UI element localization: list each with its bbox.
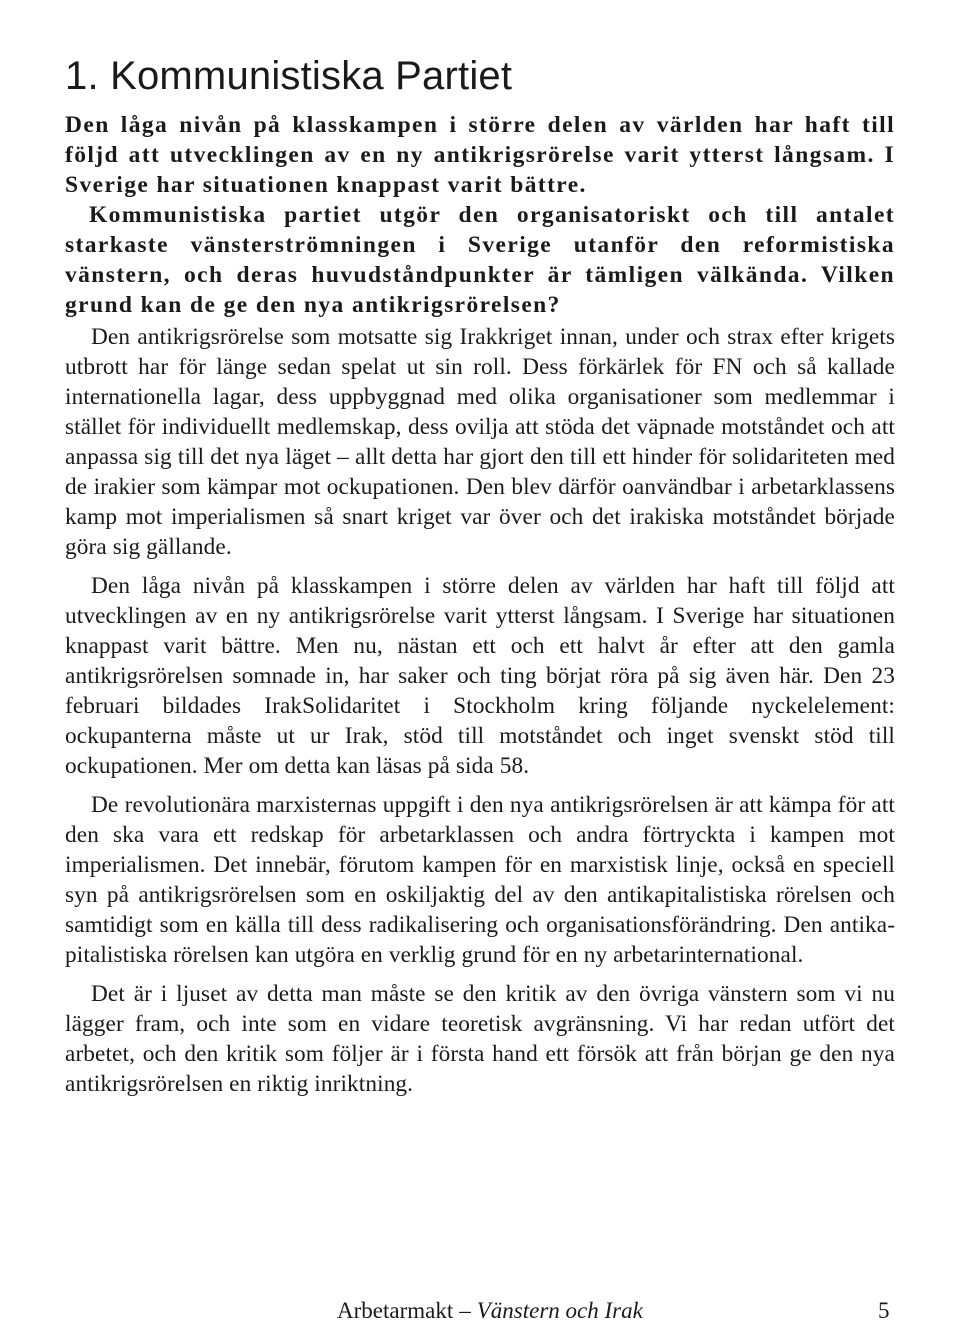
body-paragraph-4: Det är i ljuset av detta man måste se den kritik av den övriga vänstern som vi nu lägger fram, och inte som en vidare teoretisk avgränsning. Vi har redan utfört det arbetet, och den kritik som följer är i första hand ett försök att från början ge den nya antikrigsrörelsen en riktig inriktning.	[65, 981, 895, 1097]
page-footer	[0, 1298, 960, 1328]
footer-section: Vänstern och Irak	[476, 1298, 643, 1323]
footer-separator: –	[459, 1298, 471, 1323]
body-paragraph-2: Den låga nivån på klasskampen i större delen av världen har haft till följd att utvecklingen av en ny antikrigsrörelse varit ytterst långsam. I Sverige har situationen knappast varit bättre. Men nu, nästan ett och ett halvt år efter att den gamla antikrigsrörelsen somnade in, har saker och ting börjat röra på sig även här. Den 23 februari bildades IrakSolidaritet i Stockholm kring följande nyckelelement: ockupanterna måste ut ur Irak, stöd till motståndet och inget svenskt stöd till ockupationen. Mer om detta kan läsas på sida 58.	[65, 573, 895, 779]
lead-section	[65, 110, 895, 320]
lead-paragraph-2: Kommunistiska partiet utgör den organisatoriskt och till antalet starkaste vänsterströmningen i Sverige utanför den reformistiska vänstern, och deras huvudståndpunkter är tämligen välkända. Vilken grund kan de ge den nya antikrigsrörelsen?	[65, 202, 895, 318]
body-paragraph-1: Den antikrigsrörelse som motsatte sig Irakkriget innan, under och strax efter krigets utbrott har för länge sedan spelat ut sin roll. Dess förkärlek för FN och så kallade internationella lagar, dess uppbyggnad med olika organisationer som medlemmar i stället för individuellt medlemskap, dess ovilja att stöda det väpnade motståndet och att anpassa sig till det nya läget – allt detta har gjort den till ett hinder för solidariteten med de irakier som kämpar mot ockupationen. Den blev därför oanvändbar i arbetarklassens kamp mot imperialismen så snart kriget var över och det irakiska motståndet började göra sig gällande.	[65, 324, 895, 560]
body-paragraph-3: De revolutionära marxisternas uppgift i den nya antikrigsrörelsen är att kämpa för att den ska vara ett redskap för arbetarklassen och andra förtryckta i kampen mot imperialismen. Det innebär, förutom kampen för en marxistisk linje, också en speciell syn på antikrigsrörelsen som en oskiljaktig del av den antikapitalistiska rörelsen och samtidigt som en källa till dess radikalisering och organisationsförändring. Den antikapitalistiska rörelsen kan utgöra en verklig grund för en ny arbetarinternational.	[65, 792, 895, 968]
page-number: 5	[878, 1298, 890, 1323]
running-footer	[337, 1298, 643, 1324]
lead-paragraph-1: Den låga nivån på klasskampen i större delen av världen har haft till följd att utvecklingen av en ny antikrigsrörelse varit ytterst långsam. I Sverige har situationen knappast varit bättre.	[65, 112, 895, 198]
chapter-title: 1. Kommunistiska Partiet	[65, 54, 513, 98]
footer-publication: Arbetarmakt	[337, 1298, 454, 1323]
page-content	[65, 48, 895, 1099]
